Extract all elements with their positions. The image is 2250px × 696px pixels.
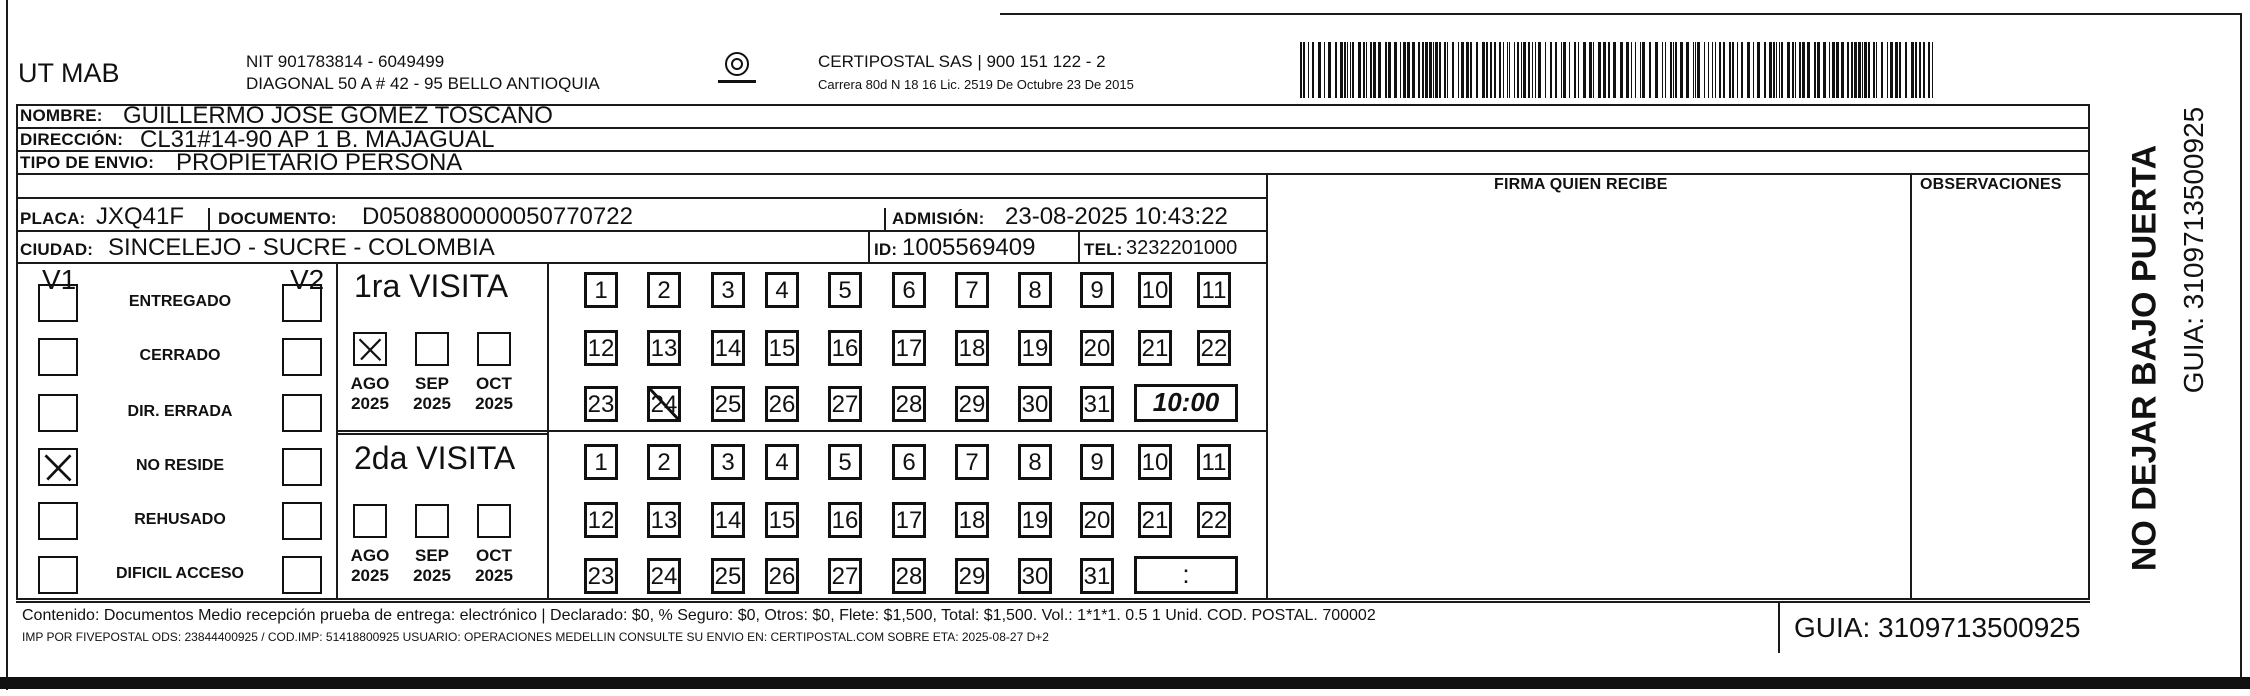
sender-address: DIAGONAL 50 A # 42 - 95 BELLO ANTIOQUIA [246, 74, 600, 93]
placa-value: JXQ41F [96, 203, 185, 230]
day-box[interactable]: 27 [828, 386, 862, 422]
month-checkbox[interactable] [477, 332, 511, 366]
month-label: OCT [476, 546, 512, 565]
month-label: SEP [414, 546, 450, 565]
day-box[interactable]: 9 [1080, 444, 1114, 480]
direccion-value: CL31#14-90 AP 1 B. MAJAGUAL [140, 126, 495, 153]
day-box[interactable]: 2 [647, 272, 681, 308]
v1-checkbox[interactable] [38, 338, 78, 376]
year-label: 2025 [351, 394, 389, 413]
time-box[interactable]: 10:00 [1134, 384, 1238, 422]
day-box[interactable]: 18 [955, 330, 989, 366]
day-box[interactable]: 6 [892, 272, 926, 308]
day-box[interactable]: 16 [828, 502, 862, 538]
day-box[interactable]: 30 [1018, 558, 1052, 594]
top-border [1000, 13, 2242, 15]
day-box[interactable]: 24 [647, 386, 681, 422]
day-box[interactable]: 28 [892, 558, 926, 594]
outcome-label: REHUSADO [134, 511, 226, 528]
day-box[interactable]: 25 [711, 558, 745, 594]
day-box[interactable]: 29 [955, 386, 989, 422]
ciudad-label: CIUDAD: [20, 240, 94, 259]
day-box[interactable]: 8 [1018, 444, 1052, 480]
day-box[interactable]: 17 [892, 330, 926, 366]
nombre-value: GUILLERMO JOSE GOMEZ TOSCANO [123, 102, 553, 129]
tipo-envio-label: TIPO DE ENVIO: [20, 153, 155, 172]
day-box[interactable]: 6 [892, 444, 926, 480]
observaciones-label: OBSERVACIONES [1920, 176, 2062, 193]
outcome-label: NO RESIDE [135, 457, 224, 474]
day-box[interactable]: 26 [765, 558, 799, 594]
day-box[interactable]: 12 [584, 330, 618, 366]
day-box[interactable]: 1 [584, 272, 618, 308]
outcome-label: ENTREGADO [128, 293, 232, 310]
v2-checkbox[interactable] [282, 338, 322, 376]
info-grid [16, 104, 2090, 600]
documento-label: DOCUMENTO: [218, 209, 337, 228]
day-box[interactable]: 21 [1138, 502, 1172, 538]
firma-label: FIRMA QUIEN RECIBE [1494, 176, 1668, 193]
v2-checkbox[interactable] [282, 502, 322, 540]
visit-title: 1ra VISITA [354, 268, 509, 304]
placa-label: PLACA: [20, 209, 86, 228]
admision-label: ADMISIÓN: [892, 209, 985, 228]
v1-label: V1 [42, 264, 77, 295]
day-box[interactable]: 18 [955, 502, 989, 538]
day-box[interactable]: 16 [828, 330, 862, 366]
day-box[interactable]: 13 [647, 502, 681, 538]
v1-checkbox[interactable] [38, 394, 78, 432]
right-border [2240, 14, 2242, 684]
left-border [6, 0, 8, 690]
day-box[interactable]: 29 [955, 558, 989, 594]
nombre-label: NOMBRE: [20, 106, 103, 125]
footer-line2: IMP POR FIVEPOSTAL ODS: 23844400925 / COD.IMP: 51418800925 USUARIO: OPERACIONES MEDELLIN CONSULTE SU ENVIO EN: CERTIPOSTAL.COM SOBRE ETA: 2025-08-27 D+2 [22, 630, 1049, 644]
day-box[interactable]: 3 [711, 444, 745, 480]
day-box[interactable]: 20 [1080, 330, 1114, 366]
day-box[interactable]: 28 [892, 386, 926, 422]
day-box[interactable]: 7 [955, 444, 989, 480]
day-box[interactable]: 20 [1080, 502, 1114, 538]
day-box[interactable]: 5 [828, 272, 862, 308]
day-box[interactable]: 8 [1018, 272, 1052, 308]
nit: NIT 901783814 - 6049499 [246, 52, 445, 71]
v1-checkbox[interactable] [38, 448, 78, 486]
month-checkbox[interactable] [477, 504, 511, 538]
day-box[interactable]: 22 [1197, 330, 1231, 366]
day-box[interactable]: 10 [1138, 444, 1172, 480]
footer-guia: GUIA: 3109713500925 [1794, 612, 2081, 643]
day-box[interactable]: 9 [1080, 272, 1114, 308]
day-box[interactable]: 19 [1018, 502, 1052, 538]
day-box[interactable]: 14 [711, 502, 745, 538]
day-box[interactable]: 19 [1018, 330, 1052, 366]
day-box[interactable]: 24 [647, 558, 681, 594]
outcome-label: DIFICIL ACCESO [115, 565, 244, 582]
id-value: 1005569409 [902, 234, 1036, 261]
day-box[interactable]: 23 [584, 386, 618, 422]
month-label: OCT [476, 374, 512, 393]
barcode [1300, 42, 1940, 98]
carrier-name: CERTIPOSTAL SAS | 900 151 122 - 2 [818, 52, 1106, 71]
day-box[interactable]: 2 [647, 444, 681, 480]
year-label: 2025 [475, 394, 513, 413]
v1-checkbox[interactable] [38, 502, 78, 540]
carrier-address: Carrera 80d N 18 16 Lic. 2519 De Octubre 23 De 2015 [818, 77, 1134, 92]
company-name: UT MAB [18, 58, 120, 88]
day-box[interactable]: 4 [765, 444, 799, 480]
v2-checkbox[interactable] [282, 284, 322, 322]
day-box[interactable]: 4 [765, 272, 799, 308]
direccion-label: DIRECCIÓN: [20, 130, 124, 149]
month-label: AGO [350, 546, 390, 565]
year-label: 2025 [413, 394, 451, 413]
outcome-label: CERRADO [139, 347, 221, 364]
day-box[interactable]: 26 [765, 386, 799, 422]
tel-value: 3232201000 [1126, 237, 1238, 259]
day-box[interactable]: 13 [647, 330, 681, 366]
admision-value: 23-08-2025 10:43:22 [1005, 203, 1228, 230]
day-box[interactable]: 7 [955, 272, 989, 308]
v1-checkbox[interactable] [38, 556, 78, 594]
v2-label: V2 [290, 264, 325, 295]
id-label: ID: [874, 240, 898, 259]
v2-checkbox[interactable] [282, 394, 322, 432]
month-label: AGO [350, 374, 390, 393]
tipo-envio-value: PROPIETARIO PERSONA [176, 149, 463, 176]
day-box[interactable]: 11 [1197, 444, 1231, 480]
time-box[interactable]: : [1134, 556, 1238, 594]
day-box[interactable]: 15 [765, 330, 799, 366]
day-box[interactable]: 5 [828, 444, 862, 480]
day-box[interactable]: 3 [711, 272, 745, 308]
outcome-label: DIR. ERRADA [127, 403, 233, 420]
year-label: 2025 [351, 566, 389, 585]
side-guia: GUIA: 3109713500925 [2178, 106, 2209, 394]
bottom-border [0, 677, 2250, 689]
day-box[interactable]: 21 [1138, 330, 1172, 366]
month-checkbox[interactable] [415, 504, 449, 538]
day-box[interactable]: 23 [584, 558, 618, 594]
day-box[interactable]: 14 [711, 330, 745, 366]
day-box[interactable]: 12 [584, 502, 618, 538]
day-box[interactable]: 31 [1080, 558, 1114, 594]
v2-checkbox[interactable] [282, 448, 322, 486]
day-box[interactable]: 27 [828, 558, 862, 594]
day-box[interactable]: 22 [1197, 502, 1231, 538]
day-box[interactable]: 11 [1197, 272, 1231, 308]
day-box[interactable]: 31 [1080, 386, 1114, 422]
month-checkbox[interactable] [353, 332, 387, 366]
year-label: 2025 [413, 566, 451, 585]
month-label: SEP [414, 374, 450, 393]
visit-title: 2da VISITA [354, 440, 516, 476]
month-checkbox[interactable] [415, 332, 449, 366]
day-box[interactable]: 25 [711, 386, 745, 422]
day-box[interactable]: 10 [1138, 272, 1172, 308]
carrier-logo [712, 50, 762, 90]
day-box[interactable]: 1 [584, 444, 618, 480]
footer-line1: Contenido: Documentos Medio recepción prueba de entrega: electrónico | Declarado: $0, % Seguro: $0, Otros: $0, Flete: $1,500, Total: $1,500. Vol.: 1*1*1. 0.5 1 Unid. COD. POSTAL. 700002 [22, 607, 1376, 624]
documento-value: D0508800000050770722 [362, 203, 633, 230]
ciudad-value: SINCELEJO - SUCRE - COLOMBIA [108, 234, 495, 261]
tel-label: TEL: [1084, 240, 1123, 259]
year-label: 2025 [475, 566, 513, 585]
no-dejar-notice: NO DEJAR BAJO PUERTA [2125, 144, 2164, 572]
month-checkbox[interactable] [353, 504, 387, 538]
v1-checkbox[interactable] [38, 284, 78, 322]
day-box[interactable]: 30 [1018, 386, 1052, 422]
day-box[interactable]: 17 [892, 502, 926, 538]
v2-checkbox[interactable] [282, 556, 322, 594]
day-box[interactable]: 15 [765, 502, 799, 538]
